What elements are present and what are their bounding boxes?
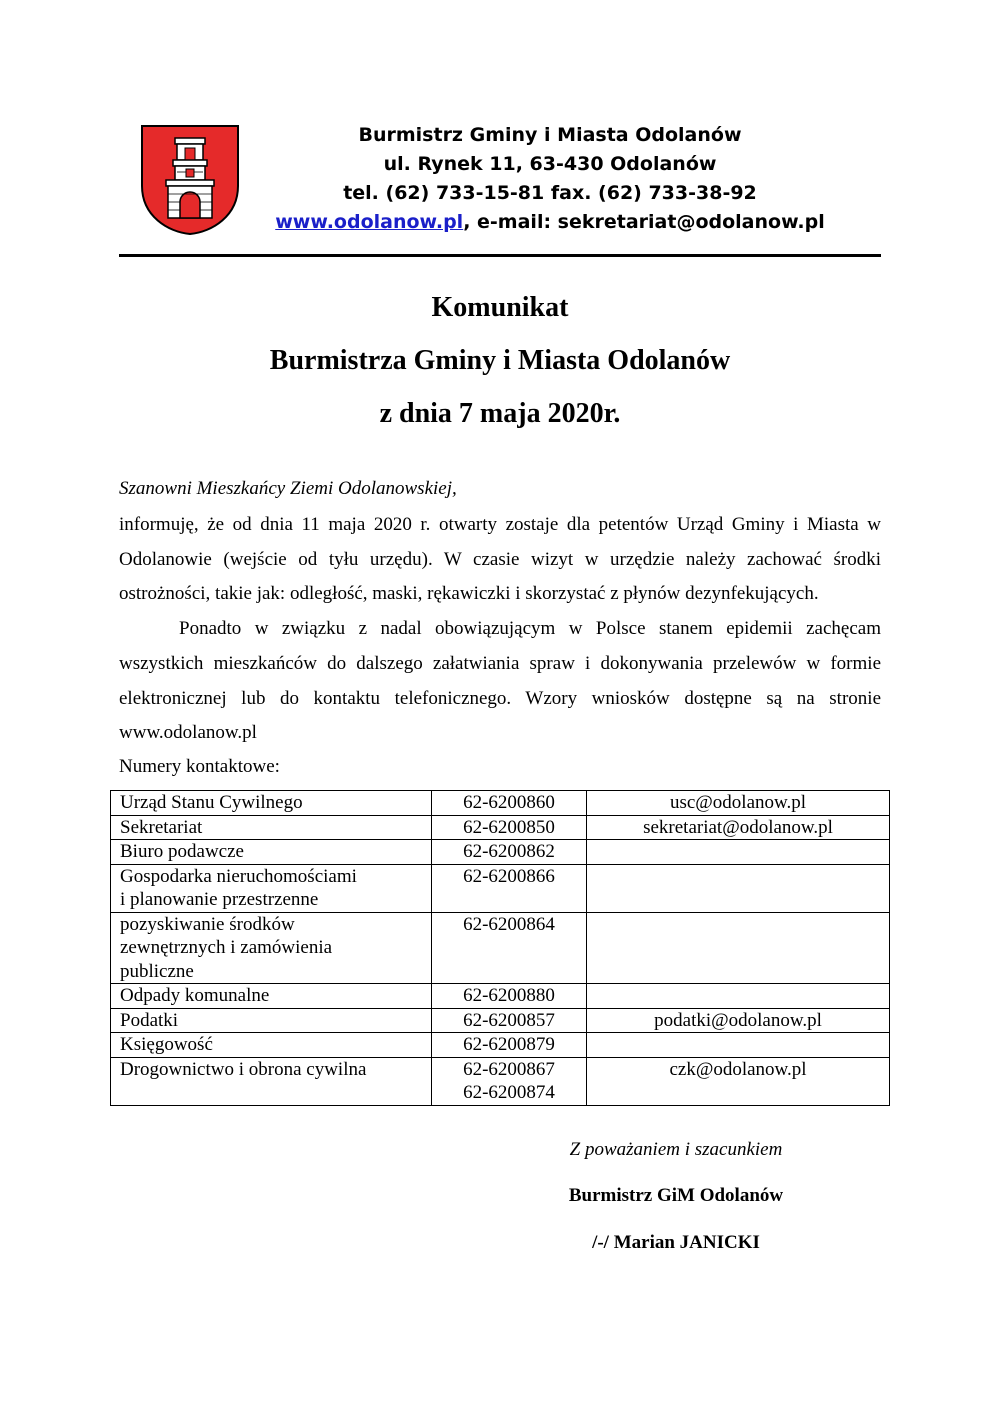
- office-phone-fax: tel. (62) 733-15-81 fax. (62) 733-38-92: [343, 182, 757, 204]
- table-row: [111, 984, 890, 1009]
- department-line: Księgowość: [120, 1034, 213, 1055]
- department-line: zewnętrznych i zamówienia: [120, 937, 333, 958]
- department-line: Biuro podawcze: [120, 841, 244, 862]
- contact-phone: [432, 791, 587, 816]
- contact-department: [111, 912, 432, 984]
- body-text: [119, 508, 881, 751]
- title-line-3: z dnia 7 maja 2020r.: [379, 398, 621, 429]
- phone-number: 62-6200880: [463, 985, 555, 1006]
- table-row: [111, 840, 890, 865]
- contact-phone: [432, 912, 587, 984]
- contact-phone: [432, 1057, 587, 1105]
- department-line: Drogownictwo i obrona cywilna: [120, 1058, 367, 1080]
- office-name: Burmistrz Gminy i Miasta Odolanów: [358, 124, 742, 146]
- phone-number: 62-6200857: [463, 1009, 555, 1031]
- contact-phone: [432, 1008, 587, 1033]
- table-row: [111, 791, 890, 816]
- title-line-1: Komunikat: [431, 292, 569, 323]
- department-line: pozyskiwanie środków: [120, 913, 295, 935]
- contact-email: podatki@odolanow.pl: [587, 1008, 890, 1033]
- phone-number: 62-6200864: [463, 913, 555, 935]
- letterhead: [250, 121, 850, 237]
- contact-email: [587, 1033, 890, 1058]
- contacts-label: Numery kontaktowe:: [119, 756, 280, 777]
- contact-phone: [432, 864, 587, 912]
- contact-department: [111, 984, 432, 1009]
- document-title: [0, 281, 1000, 440]
- department-line: Podatki: [120, 1009, 179, 1031]
- title-line-2: Burmistrza Gminy i Miasta Odolanów: [269, 345, 731, 376]
- table-row: [111, 1057, 890, 1105]
- table-row: [111, 864, 890, 912]
- department-line: Odpady komunalne: [120, 985, 270, 1006]
- contact-email: [587, 840, 890, 865]
- table-row: [111, 1033, 890, 1058]
- header-divider: [119, 254, 881, 257]
- contact-department: [111, 791, 432, 816]
- phone-number: 62-6200874: [463, 1082, 555, 1103]
- contact-phone: [432, 815, 587, 840]
- department-line: Gospodarka nieruchomościami: [120, 865, 357, 887]
- table-row: [111, 815, 890, 840]
- office-contact-line: [250, 208, 850, 237]
- email-text: , e-mail: sekretariat@odolanow.pl: [463, 211, 825, 233]
- contact-department: [111, 1057, 432, 1105]
- table-row: [111, 1008, 890, 1033]
- paragraph-2: Ponadto w związku z nadal obowiązującym w Polsce stanem epidemii zachęcam wszystkich mieszkańców do dalszego załatwiania spraw i dokonywania przelewów w formie elektronicznej lub do kontaktu telefonicznego. Wzory wniosków dostępne są na stronie www.odolanow.pl: [119, 618, 881, 744]
- contact-department: [111, 1008, 432, 1033]
- office-address: ul. Rynek 11, 63-430 Odolanów: [383, 153, 717, 175]
- phone-number: 62-6200860: [463, 792, 555, 813]
- contact-phone: [432, 1033, 587, 1058]
- contact-department: [111, 864, 432, 912]
- salutation: Szanowni Mieszkańcy Ziemi Odolanowskiej,: [119, 478, 457, 499]
- department-line: i planowanie przestrzenne: [120, 889, 319, 910]
- contact-email: sekretariat@odolanow.pl: [587, 815, 890, 840]
- phone-number: 62-6200850: [463, 816, 555, 838]
- website-link[interactable]: www.odolanow.pl: [275, 211, 464, 233]
- table-row: [111, 912, 890, 984]
- contact-email: [587, 984, 890, 1009]
- department-line: Sekretariat: [120, 816, 203, 838]
- paragraph-1: informuję, że od dnia 11 maja 2020 r. otwarty zostaje dla petentów Urząd Gminy i Miasta w Odolanowie (wejście od tyłu urzędu). W czasie wizyt w urzędzie należy zachować środki ostrożności, takie jak: odległość, maski, rękawiczki i skorzystać z płynów dezynfekujących.: [119, 514, 881, 605]
- department-line: Urząd Stanu Cywilnego: [120, 792, 303, 813]
- contact-department: [111, 815, 432, 840]
- contact-email: usc@odolanow.pl: [587, 791, 890, 816]
- phone-number: 62-6200867: [463, 1058, 555, 1080]
- signatory-name: /-/ Marian JANICKI: [592, 1232, 760, 1253]
- phone-number: 62-6200862: [463, 841, 555, 862]
- contact-phone: [432, 984, 587, 1009]
- phone-number: 62-6200879: [463, 1034, 555, 1055]
- department-line: publiczne: [120, 960, 194, 982]
- contact-email: [587, 864, 890, 912]
- signatory-role: Burmistrz GiM Odolanów: [568, 1185, 784, 1206]
- closing-phrase: Z poważaniem i szacunkiem: [569, 1139, 783, 1160]
- phone-number: 62-6200866: [463, 865, 555, 887]
- contact-email: [587, 912, 890, 984]
- contact-department: [111, 1033, 432, 1058]
- contact-department: [111, 840, 432, 865]
- coat-of-arms-icon: [140, 124, 240, 236]
- contact-email: czk@odolanow.pl: [587, 1057, 890, 1105]
- contact-phone: [432, 840, 587, 865]
- contacts-table: [110, 790, 890, 1106]
